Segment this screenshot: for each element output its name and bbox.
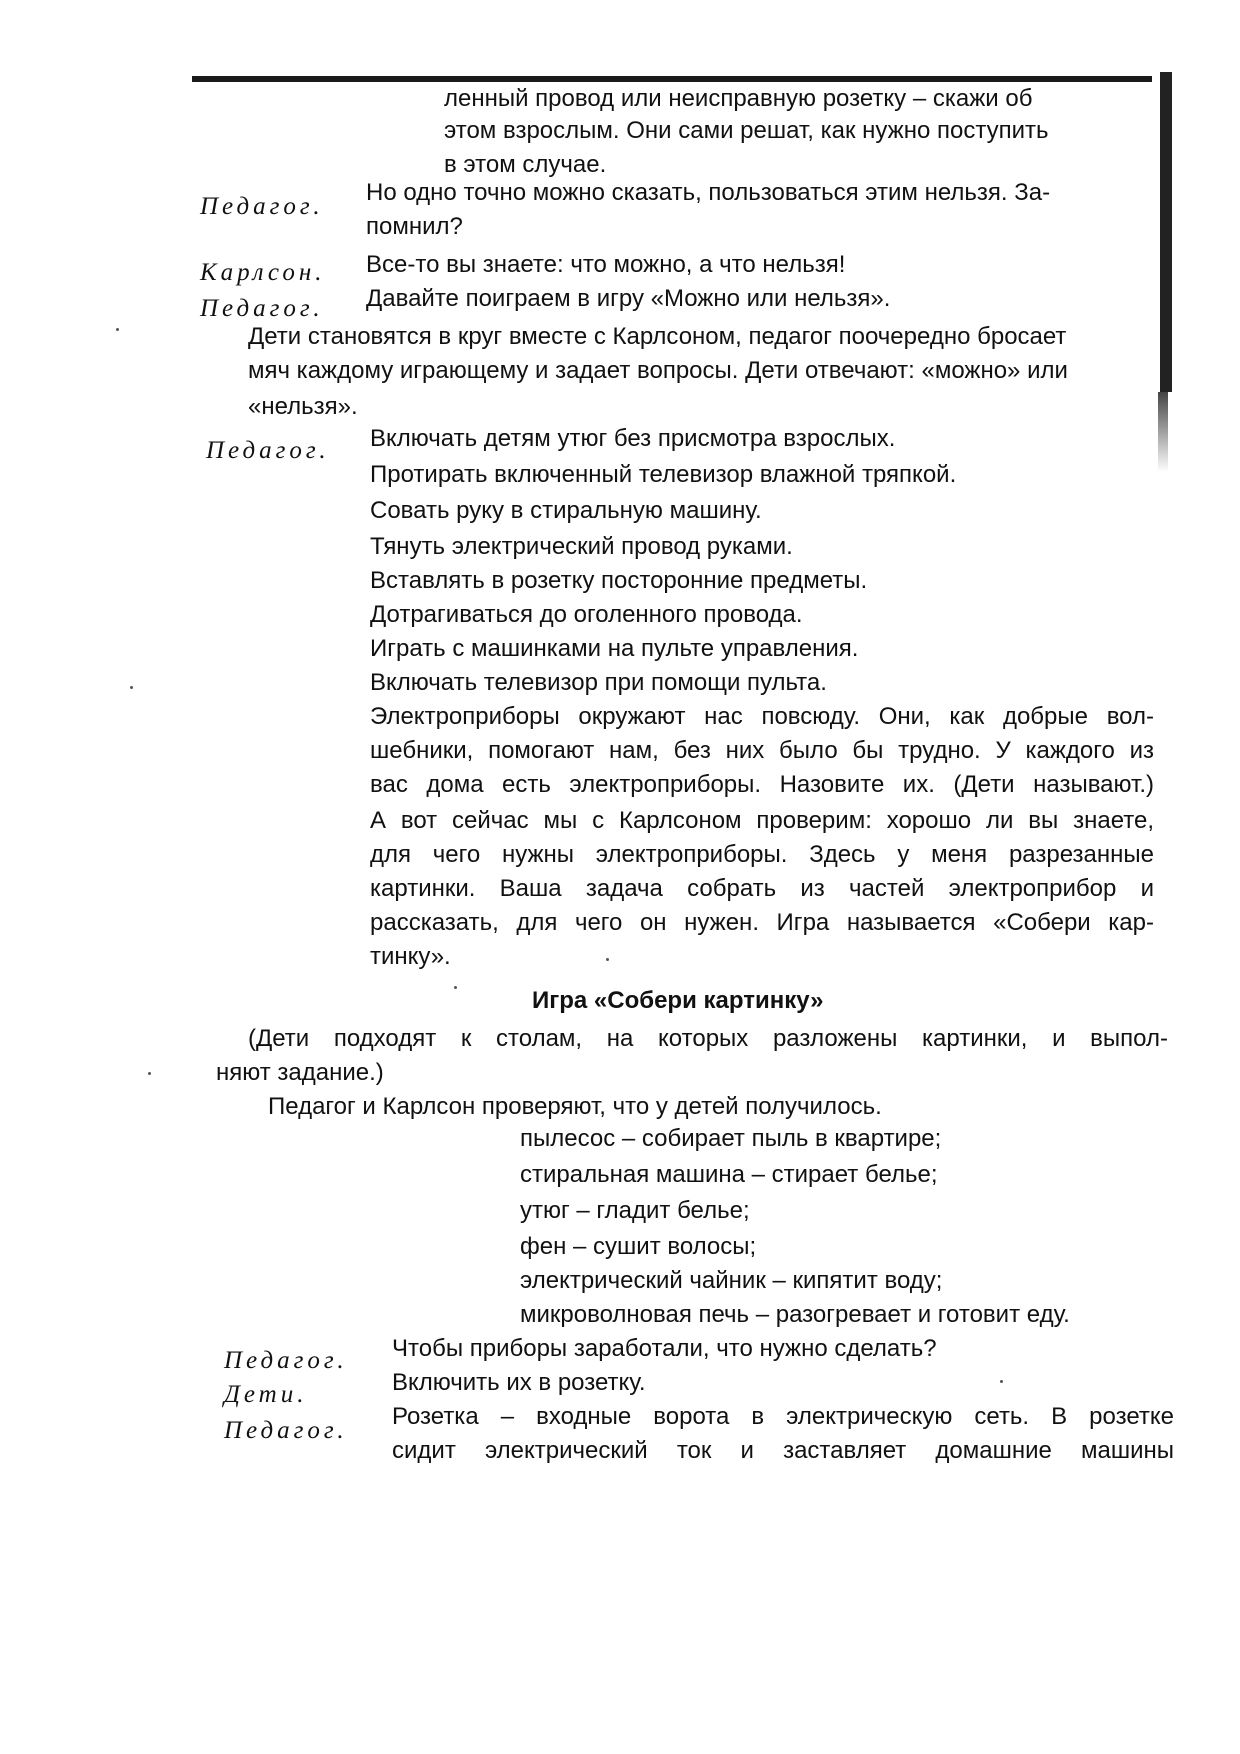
appliance-item: утюг – гладит белье; bbox=[520, 1197, 750, 1224]
paragraph-line: для чего нужны электроприборы. Здесь у меня разрезанные bbox=[370, 841, 1154, 868]
question-line: Протирать включенный телевизор влажной тряпкой. bbox=[370, 461, 957, 488]
speaker-label: Карлсон. bbox=[200, 259, 326, 286]
scan-edge-shadow bbox=[1160, 72, 1172, 392]
scan-speck bbox=[148, 1072, 151, 1075]
dialogue-line: Но одно точно можно сказать, пользоваться этим нельзя. За- bbox=[366, 179, 1051, 206]
game-heading: Игра «Собери картинку» bbox=[532, 987, 824, 1014]
stage-direction-line: няют задание.) bbox=[216, 1059, 384, 1086]
stage-direction-line: (Дети подходят к столам, на которых разложены картинки, и выпол- bbox=[248, 1025, 1168, 1052]
dialogue-line: Включить их в розетку. bbox=[392, 1369, 646, 1396]
appliance-item: стиральная машина – стирает белье; bbox=[520, 1161, 938, 1188]
check-line: Педагог и Карлсон проверяют, что у детей получилось. bbox=[268, 1093, 882, 1120]
dialogue-line: сидит электрический ток и заставляет домашние машины bbox=[392, 1437, 1174, 1464]
dialogue-line: помнил? bbox=[366, 213, 463, 240]
scan-speck bbox=[116, 328, 119, 331]
scan-speck bbox=[606, 958, 609, 961]
dialogue-line: Все-то вы знаете: что можно, а что нельзя! bbox=[366, 251, 846, 278]
dialogue-line: Чтобы приборы заработали, что нужно сделать? bbox=[392, 1335, 937, 1362]
question-line: Играть с машинками на пульте управления. bbox=[370, 635, 859, 662]
question-line: Тянуть электрический провод руками. bbox=[370, 533, 793, 560]
dialogue-line: Давайте поиграем в игру «Можно или нельзя». bbox=[366, 285, 891, 312]
appliance-item: фен – сушит волосы; bbox=[520, 1233, 757, 1260]
speaker-label: Педагог. bbox=[200, 295, 324, 322]
paragraph-line: Электроприборы окружают нас повсюду. Они, как добрые вол- bbox=[370, 703, 1154, 730]
dialogue-line: Розетка – входные ворота в электрическую сеть. В розетке bbox=[392, 1403, 1174, 1430]
stage-direction-line: «нельзя». bbox=[248, 393, 358, 420]
paragraph-line: картинки. Ваша задача собрать из частей электроприбор и bbox=[370, 875, 1154, 902]
stage-direction-line: мяч каждому играющему и задает вопросы. Дети отвечают: «можно» или bbox=[248, 357, 1068, 384]
question-line: Дотрагиваться до оголенного провода. bbox=[370, 601, 803, 628]
paragraph-line: рассказать, для чего он нужен. Игра называется «Собери кар- bbox=[370, 909, 1154, 936]
scan-edge-shadow-fade bbox=[1158, 392, 1168, 472]
paragraph-line: А вот сейчас мы с Карлсоном проверим: хорошо ли вы знаете, bbox=[370, 807, 1154, 834]
scan-speck bbox=[130, 686, 133, 689]
intro-line: в этом случае. bbox=[444, 151, 607, 178]
speaker-label: Дети. bbox=[224, 1381, 308, 1408]
stage-direction-line: Дети становятся в круг вместе с Карлсоном, педагог поочередно бросает bbox=[248, 323, 1067, 350]
speaker-label: Педагог. bbox=[206, 437, 330, 464]
top-rule bbox=[192, 76, 1152, 82]
appliance-item: пылесос – собирает пыль в квартире; bbox=[520, 1125, 942, 1152]
paragraph-line: вас дома есть электроприборы. Назовите их. (Дети называют.) bbox=[370, 771, 1154, 798]
speaker-label: Педагог. bbox=[200, 193, 324, 220]
question-line: Вставлять в розетку посторонние предметы. bbox=[370, 567, 868, 594]
paragraph-line: тинку». bbox=[370, 943, 451, 970]
speaker-label: Педагог. bbox=[224, 1347, 348, 1374]
scan-speck bbox=[1000, 1380, 1003, 1383]
question-line: Совать руку в стиральную машину. bbox=[370, 497, 762, 524]
intro-line: этом взрослым. Они сами решат, как нужно поступить bbox=[444, 117, 1049, 144]
paragraph-line: шебники, помогают нам, без них было бы трудно. У каждого из bbox=[370, 737, 1154, 764]
appliance-item: электрический чайник – кипятит воду; bbox=[520, 1267, 943, 1294]
speaker-label: Педагог. bbox=[224, 1417, 348, 1444]
question-line: Включать детям утюг без присмотра взрослых. bbox=[370, 425, 896, 452]
intro-line: ленный провод или неисправную розетку – скажи об bbox=[444, 85, 1033, 112]
appliance-item: микроволновая печь – разогревает и готовит еду. bbox=[520, 1301, 1070, 1328]
scan-speck bbox=[454, 986, 457, 989]
question-line: Включать телевизор при помощи пульта. bbox=[370, 669, 827, 696]
